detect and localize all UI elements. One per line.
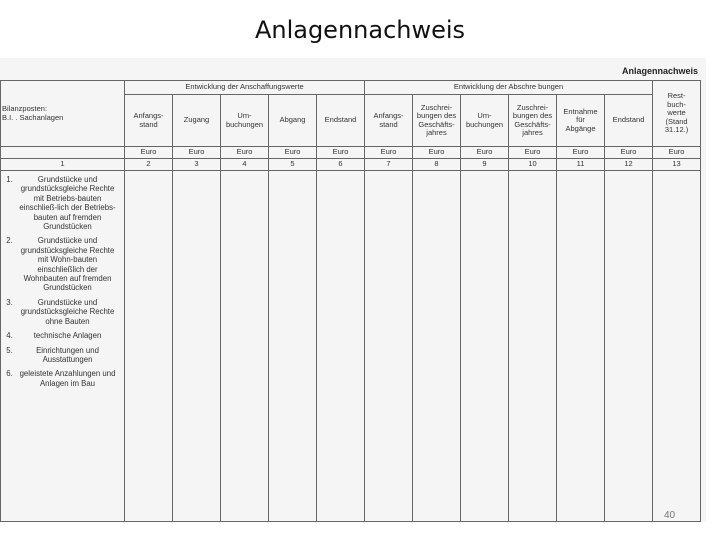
empty-cell xyxy=(413,171,461,522)
item-number: 2. xyxy=(6,236,13,246)
empty-cell xyxy=(269,171,317,522)
item-text: Grundstücke und grundstücksgleiche Rechte mit Betriebs-bauten einschließ-lich der Betriebs-bauten auf fremden Grundstücken xyxy=(19,175,116,232)
column-number: 8 xyxy=(413,159,461,171)
empty-cell xyxy=(461,171,509,522)
row-label-header-line: Bilanzposten: xyxy=(2,104,48,113)
empty-cell xyxy=(317,171,365,522)
empty-cell xyxy=(125,171,173,522)
column-header: Anfangs- stand xyxy=(125,95,173,147)
empty-cell xyxy=(173,171,221,522)
scanned-form xyxy=(0,58,706,522)
item-number: 5. xyxy=(6,345,13,355)
column-number: 5 xyxy=(269,159,317,171)
list-item xyxy=(3,175,122,231)
unit-cell: Euro xyxy=(221,147,269,159)
column-header: Um- buchungen xyxy=(221,95,269,147)
row-label-header-line: B.I. . Sachanlagen xyxy=(2,112,64,122)
column-number: 1 xyxy=(1,159,125,171)
list-item xyxy=(3,346,122,365)
empty-cell xyxy=(653,171,701,522)
column-header: Rest- buch- werte (Stand 31.12.) xyxy=(653,81,701,147)
column-number: 12 xyxy=(605,159,653,171)
item-text: Grundstücke und grundstücksgleiche Rechte mit Wohn-bauten einschließlich der Wohnbauten auf fremden Grundstücken xyxy=(20,236,115,293)
unit-row xyxy=(1,147,701,159)
list-item xyxy=(3,369,122,388)
line-items-cell xyxy=(1,171,125,522)
unit-cell: Euro xyxy=(509,147,557,159)
column-number: 7 xyxy=(365,159,413,171)
unit-cell: Euro xyxy=(125,147,173,159)
unit-cell: Euro xyxy=(317,147,365,159)
line-items-row xyxy=(1,171,701,522)
column-number: 4 xyxy=(221,159,269,171)
column-header: Zuschrei- bungen des Geschäfts- jahres xyxy=(509,95,557,147)
item-number: 4. xyxy=(6,331,13,341)
unit-cell: Euro xyxy=(461,147,509,159)
item-number: 1. xyxy=(6,175,13,184)
column-number: 6 xyxy=(317,159,365,171)
item-text: Grundstücke und grundstücksgleiche Rechte ohne Bauten xyxy=(20,297,115,326)
column-header: Endstand xyxy=(317,95,365,147)
empty-cell xyxy=(557,171,605,522)
item-text: technische Anlagen xyxy=(33,331,102,341)
item-text: Einrichtungen und Ausstattungen xyxy=(36,345,99,364)
list-item xyxy=(3,236,122,292)
item-text: geleistete Anzahlungen und Anlagen im Bau xyxy=(19,369,116,388)
column-header: Zuschrei- bungen des Geschäfts- jahres xyxy=(413,95,461,147)
unit-cell: Euro xyxy=(653,147,701,159)
item-number: 3. xyxy=(6,297,13,307)
document-heading: Anlagennachweis xyxy=(621,66,698,76)
unit-cell: Euro xyxy=(269,147,317,159)
row-label-header xyxy=(1,81,125,147)
column-number: 9 xyxy=(461,159,509,171)
column-header: Entnahme für Abgänge xyxy=(557,95,605,147)
column-number: 10 xyxy=(509,159,557,171)
unit-cell: Euro xyxy=(413,147,461,159)
unit-cell: Euro xyxy=(173,147,221,159)
unit-cell: Euro xyxy=(557,147,605,159)
group-header-depreciation: Entwicklung der Abschre bungen xyxy=(365,81,653,95)
item-number: 6. xyxy=(6,369,13,379)
unit-cell: Euro xyxy=(365,147,413,159)
unit-cell: Euro xyxy=(605,147,653,159)
slide-title: Anlagennachweis xyxy=(254,16,466,44)
column-header: Zugang xyxy=(173,95,221,147)
empty-cell xyxy=(365,171,413,522)
group-header-acquisition: Entwicklung der Anschaffungswerte xyxy=(125,81,365,95)
column-header: Um- buchungen xyxy=(461,95,509,147)
column-number: 13 xyxy=(653,159,701,171)
empty-cell xyxy=(221,171,269,522)
list-item xyxy=(3,298,122,326)
column-number: 2 xyxy=(125,159,173,171)
page-number: 40 xyxy=(664,510,676,521)
column-header: Anfangs- stand xyxy=(365,95,413,147)
column-header: Endstand xyxy=(605,95,653,147)
empty-cell xyxy=(605,171,653,522)
unit-cell xyxy=(1,147,125,159)
column-number: 3 xyxy=(173,159,221,171)
column-number: 11 xyxy=(557,159,605,171)
asset-schedule-table xyxy=(0,80,701,522)
list-item xyxy=(3,331,122,340)
column-number-row xyxy=(1,159,701,171)
column-header: Abgang xyxy=(269,95,317,147)
empty-cell xyxy=(509,171,557,522)
